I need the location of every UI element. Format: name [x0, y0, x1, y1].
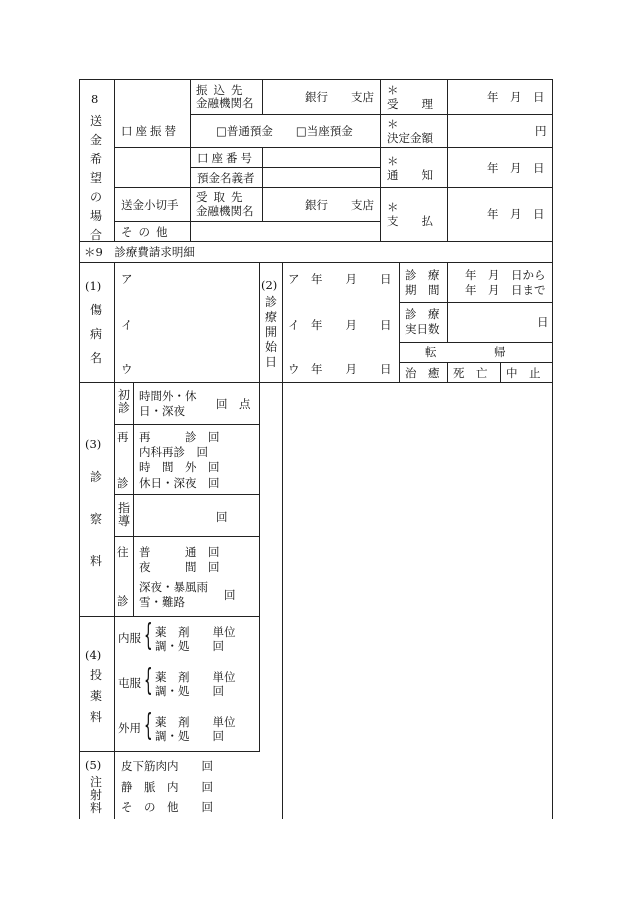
s9-header: ＊9 診療費請求明細	[84, 245, 195, 259]
frame-left-line	[79, 79, 80, 819]
s8-line	[190, 114, 380, 115]
start-date-u: ウ 年 月 日	[288, 362, 392, 376]
uketori-label: 受取先	[196, 190, 249, 204]
s3-number: (3)	[85, 437, 102, 451]
s3-line	[114, 536, 260, 537]
brace-icon: {	[144, 663, 153, 698]
saishin-bottom: 診	[117, 476, 129, 490]
days-unit: 日	[537, 315, 549, 329]
oushin-item: 普 通 回	[139, 545, 220, 559]
tonpuku-prep: 調・処 回	[155, 684, 224, 698]
kogitte-label: 送金小切手	[121, 198, 179, 212]
s9-line	[500, 362, 501, 382]
disease-i: イ	[121, 318, 133, 332]
start-date-a: ア 年 月 日	[288, 272, 392, 286]
shoshin-line2: 日・深夜	[139, 404, 185, 418]
branch-text: 支店	[351, 90, 374, 104]
tenki-label: 転 帰	[425, 345, 506, 359]
s8-line	[380, 147, 553, 148]
saishin-item: 再 診 回	[139, 430, 220, 444]
brace-icon: {	[144, 618, 153, 653]
shoshin-unit: 回 点	[216, 397, 251, 411]
s4-number: (4)	[85, 648, 102, 662]
s9-line	[447, 362, 448, 382]
gaiyo-prep: 調・処 回	[155, 729, 224, 743]
s9-line	[399, 342, 553, 343]
period-label-2: 期 間	[405, 283, 440, 297]
tsuchi-label: 通 知	[387, 168, 433, 182]
s3-label: 診察料	[89, 470, 102, 568]
oushin-storm: 深夜・暴風雨	[139, 580, 208, 594]
star-mark: ＊	[387, 200, 399, 214]
star-mark: ＊	[387, 83, 399, 97]
shiharai-label: 支 払	[387, 214, 433, 228]
s4-label: 投薬料	[89, 668, 102, 724]
oushin-item: 夜 間 回	[139, 560, 220, 574]
shoshin-label: 初診	[117, 388, 130, 415]
s9-line	[114, 262, 115, 382]
uketori-label-2: 金融機関名	[196, 204, 254, 218]
oushin-top: 往	[117, 545, 129, 559]
days-label-2: 実日数	[405, 322, 440, 336]
s9-line	[259, 262, 260, 382]
s1-number: (1)	[85, 279, 102, 293]
outcome-stop: 中 止	[506, 366, 541, 380]
naifuku-label: 内服	[118, 631, 141, 645]
s8-line	[114, 187, 553, 188]
s9-line	[282, 262, 283, 819]
oushin-storm-2: 雪・難路	[139, 595, 185, 609]
shido-label: 指導	[117, 501, 130, 528]
tonpuku-drug: 薬 剤 単位	[155, 670, 236, 684]
s8-line	[114, 147, 380, 148]
kettei-label: 決定金額	[387, 131, 433, 145]
tsuchi-date: 年 月 日	[487, 161, 545, 175]
s8-line	[262, 79, 263, 114]
s2-number: (2)	[261, 278, 278, 292]
koza-furikae-label: 口座振替	[121, 124, 179, 138]
saishin-top: 再	[117, 430, 129, 444]
shido-unit: 回	[216, 510, 228, 524]
s5-label: 注射料	[89, 775, 102, 815]
outcome-death: 死 亡	[453, 366, 488, 380]
period-label: 診 療	[405, 268, 440, 282]
s8-line	[114, 221, 380, 222]
injection-item: 皮下筋肉内 回	[121, 759, 213, 773]
s8-title: 送金希望の場合	[89, 114, 102, 242]
s3-line	[133, 382, 134, 616]
saishin-item: 時 間 外 回	[139, 460, 220, 474]
star-mark: ＊	[387, 154, 399, 168]
juri-label: 受 理	[387, 97, 433, 111]
s8-line	[190, 79, 191, 241]
star-mark: ＊	[387, 117, 399, 131]
gaiyo-label: 外用	[118, 721, 141, 735]
s9-header-line	[79, 262, 553, 263]
days-label: 診 療	[405, 307, 440, 321]
saishin-item: 休日・深夜 回	[139, 476, 220, 490]
s3-bottom-line	[79, 616, 260, 617]
outcome-cure: 治 癒	[405, 366, 440, 380]
oushin-bottom: 診	[117, 594, 129, 608]
brace-icon: {	[144, 708, 153, 743]
s1-disease-label: 傷病名	[89, 303, 102, 365]
s8-line	[447, 79, 448, 241]
s8-line	[114, 79, 115, 241]
saishin-item: 内科再診 回	[139, 445, 208, 459]
account-holder-label: 預金名義者	[197, 171, 255, 185]
s5-number: (5)	[85, 758, 102, 772]
s8-line	[380, 114, 553, 115]
naifuku-prep: 調・処 回	[155, 639, 224, 653]
s9-line	[399, 262, 400, 382]
oushin-storm-unit: 回	[224, 588, 236, 602]
naifuku-drug: 薬 剤 単位	[155, 625, 236, 639]
period-to: 年 月 日まで	[465, 283, 546, 297]
s8-line	[262, 187, 263, 221]
s4-line	[259, 616, 260, 751]
s8-line	[262, 147, 263, 187]
s8-bottom-line	[79, 241, 553, 242]
s3-line	[114, 382, 115, 819]
disease-u: ウ	[121, 362, 133, 376]
s8-line	[190, 167, 380, 168]
account-type-options: □普通預金 □当座預金	[216, 124, 353, 138]
juri-date: 年 月 日	[487, 90, 545, 104]
injection-item: そ の 他 回	[121, 800, 213, 814]
tonpuku-label: 屯服	[118, 676, 141, 690]
injection-item: 静 脈 内 回	[121, 780, 213, 794]
other-label: その他	[121, 225, 174, 239]
s8-line	[380, 79, 381, 241]
top-line	[79, 79, 553, 80]
shiharai-date: 年 月 日	[487, 207, 545, 221]
disease-a: ア	[121, 272, 133, 286]
frame-right-line	[552, 79, 553, 819]
s3-line	[259, 382, 260, 616]
bank-text-2: 銀行	[305, 198, 328, 212]
furikomisaki-label-2: 金融機関名	[196, 96, 254, 110]
s9-line	[399, 302, 553, 303]
period-from: 年 月 日から	[465, 268, 546, 282]
s3-line	[114, 424, 260, 425]
s2-start-label: 診療開始日	[264, 295, 277, 369]
furikomisaki-label: 振込先	[196, 83, 249, 97]
s9-line	[399, 362, 553, 363]
branch-text-2: 支店	[351, 198, 374, 212]
s8-number: 8	[91, 92, 99, 106]
s4-bottom-line	[79, 751, 260, 752]
shoshin-line1: 時間外・休	[139, 389, 197, 403]
s3-line	[114, 494, 260, 495]
kettei-yen: 円	[535, 124, 547, 138]
s9-bottom-line	[79, 382, 553, 383]
bank-text: 銀行	[305, 90, 328, 104]
account-number-label: 口座番号	[197, 151, 255, 165]
gaiyo-drug: 薬 剤 単位	[155, 715, 236, 729]
start-date-i: イ 年 月 日	[288, 318, 392, 332]
